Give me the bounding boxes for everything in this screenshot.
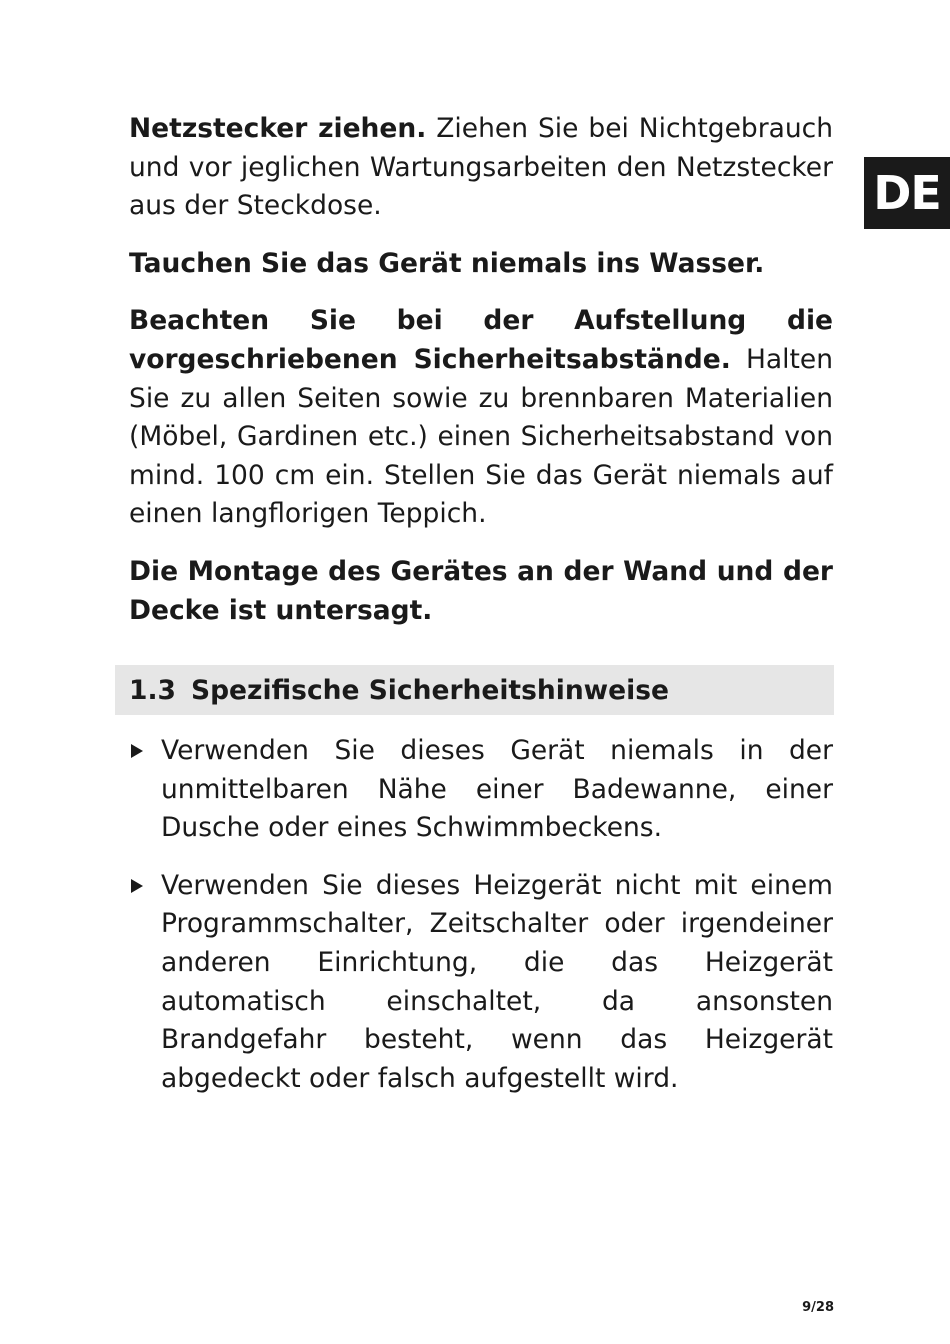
language-tab: DE	[864, 157, 950, 229]
paragraph-heading: Beachten Sie bei der Aufstellung die vorgeschriebenen Sicherheitsabstände.	[129, 305, 833, 375]
paragraph-heading: Netzstecker ziehen.	[129, 113, 427, 144]
triangle-bullet-icon	[131, 744, 143, 758]
section-title: Spezifische Sicherheitshinweise	[191, 674, 669, 706]
section-number: 1.3	[129, 674, 176, 706]
section-heading	[115, 665, 834, 715]
list-item-text: Verwenden Sie dieses Heizgerät nicht mit einem Programmschalter, Zeitschalter oder irgendeiner anderen Einrichtung, die das Heizgerät automatisch einschaltet, da ansonsten Brandgefahr besteht, wenn das Heizgerät abgedeckt oder falsch aufgestellt wird.	[161, 869, 833, 1094]
paragraph-mounting	[129, 553, 833, 630]
paragraph-text: Ziehen Sie bei Nichtgebrauch und vor jeglichen Wartungsarbeiten den Netzstecker aus der Steckdose.	[129, 113, 833, 222]
paragraph-water	[129, 245, 833, 284]
page-number: 9/28	[802, 1300, 834, 1315]
paragraph-unplug	[129, 110, 833, 226]
paragraph-heading: Die Montage des Gerätes an der Wand und der Decke ist untersagt.	[129, 555, 833, 626]
safety-paragraphs	[129, 110, 833, 630]
list-item	[129, 867, 833, 1099]
paragraph-clearance	[129, 302, 833, 534]
list-item-text: Verwenden Sie dieses Gerät niemals in der unmittelbaren Nähe einer Badewanne, einer Dusche oder eines Schwimmbeckens.	[161, 735, 833, 844]
bullet-list	[129, 732, 833, 1117]
list-item	[129, 732, 833, 848]
triangle-bullet-icon	[131, 879, 143, 893]
paragraph-heading: Tauchen Sie das Gerät niemals ins Wasser.	[129, 247, 765, 279]
paragraph-text: Halten Sie zu allen Seiten sowie zu brennbaren Materialien (Möbel, Gardinen etc.) einen Sicherheitsabstand von mind. 100 cm ein. Stellen Sie das Gerät niemals auf einen langflorigen Teppich.	[129, 343, 833, 530]
